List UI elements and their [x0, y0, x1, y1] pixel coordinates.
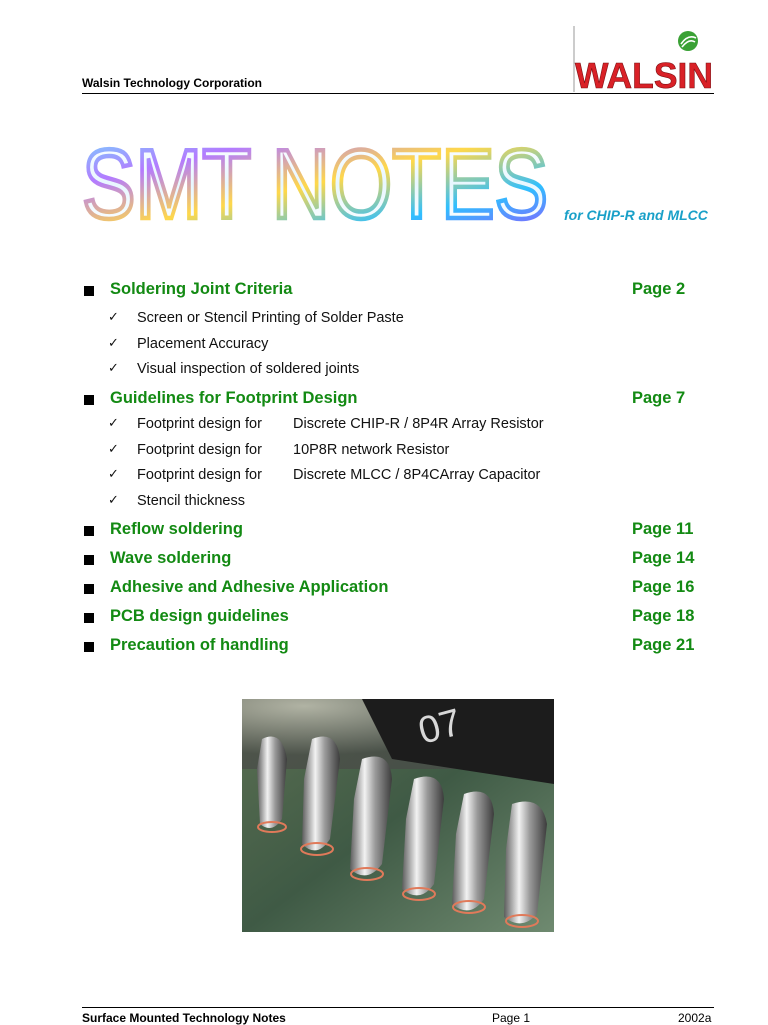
square-bullet-icon [84, 526, 94, 536]
toc-section-title: Soldering Joint Criteria [110, 280, 293, 298]
toc-section-pcb [82, 607, 712, 631]
toc-subitem-label: Visual inspection of soldered joints [137, 361, 360, 377]
square-bullet-icon [84, 286, 94, 296]
toc-subitem-label: Screen or Stencil Printing of Solder Paste [137, 310, 404, 326]
toc-subitem [108, 310, 668, 330]
checkmark-icon: ✓ [108, 442, 119, 457]
toc-page-number: Page 18 [632, 607, 695, 625]
toc-subitem-label: Footprint design for [137, 442, 262, 458]
toc-subitem-label: Footprint design for [137, 467, 262, 483]
walsin-logo [572, 26, 716, 92]
toc-section-adhesive [82, 578, 712, 602]
toc-section-title: Reflow soldering [110, 520, 243, 538]
toc-section-title: PCB design guidelines [110, 607, 289, 625]
toc-subitem [108, 467, 668, 487]
toc-section-soldering-joint [82, 280, 712, 304]
toc-section-reflow [82, 520, 712, 544]
toc-section-title: Precaution of handling [110, 636, 289, 654]
footer-divider [82, 1007, 714, 1008]
header-divider [82, 93, 714, 94]
toc-page-number: Page 2 [632, 280, 686, 298]
toc-subitem-label: Placement Accuracy [137, 336, 269, 352]
checkmark-icon: ✓ [108, 493, 119, 508]
toc-subitem [108, 416, 668, 436]
checkmark-icon: ✓ [108, 310, 119, 325]
toc-page-number: Page 11 [632, 520, 694, 538]
checkmark-icon: ✓ [108, 336, 119, 351]
company-name: Walsin Technology Corporation [82, 76, 262, 90]
square-bullet-icon [84, 642, 94, 652]
toc-subitem [108, 493, 668, 513]
square-bullet-icon [84, 555, 94, 565]
toc-subitem [108, 361, 668, 381]
square-bullet-icon [84, 395, 94, 405]
checkmark-icon: ✓ [108, 467, 119, 482]
toc-section-precaution [82, 636, 712, 660]
toc-subitem-label: Stencil thickness [137, 493, 245, 509]
toc-subitem-detail: Discrete CHIP-R / 8P4R Array Resistor [293, 416, 544, 432]
footer-page-number: Page 1 [492, 1011, 531, 1025]
title-text: SMT NOTES [82, 132, 548, 232]
footer-document-title: Surface Mounted Technology Notes [82, 1011, 286, 1025]
toc-section-wave [82, 549, 712, 573]
toc-subitem [108, 442, 668, 462]
footer-version: 2002a [678, 1011, 712, 1025]
toc-section-title: Wave soldering [110, 549, 232, 567]
toc-page-number: Page 21 [632, 636, 695, 654]
checkmark-icon: ✓ [108, 361, 119, 376]
solder-joints-photo [242, 699, 554, 932]
toc-section-title: Adhesive and Adhesive Application [110, 578, 389, 596]
square-bullet-icon [84, 613, 94, 623]
logo-text: WALSIN [575, 55, 713, 92]
toc-page-number: Page 7 [632, 389, 686, 407]
checkmark-icon: ✓ [108, 416, 119, 431]
title-subtitle: for CHIP-R and MLCC [564, 207, 708, 223]
svg-text:07: 07 [414, 701, 466, 753]
toc-subitem-detail: Discrete MLCC / 8P4CArray Capacitor [293, 467, 541, 483]
toc-subitem [108, 336, 668, 356]
toc-subitem-detail: 10P8R network Resistor [293, 442, 450, 458]
toc-section-title: Guidelines for Footprint Design [110, 389, 358, 407]
square-bullet-icon [84, 584, 94, 594]
toc-page-number: Page 14 [632, 549, 695, 567]
smt-notes-title [80, 132, 560, 232]
toc-section-footprint-design [82, 389, 712, 413]
toc-page-number: Page 16 [632, 578, 695, 596]
toc-subitem-label: Footprint design for [137, 416, 262, 432]
